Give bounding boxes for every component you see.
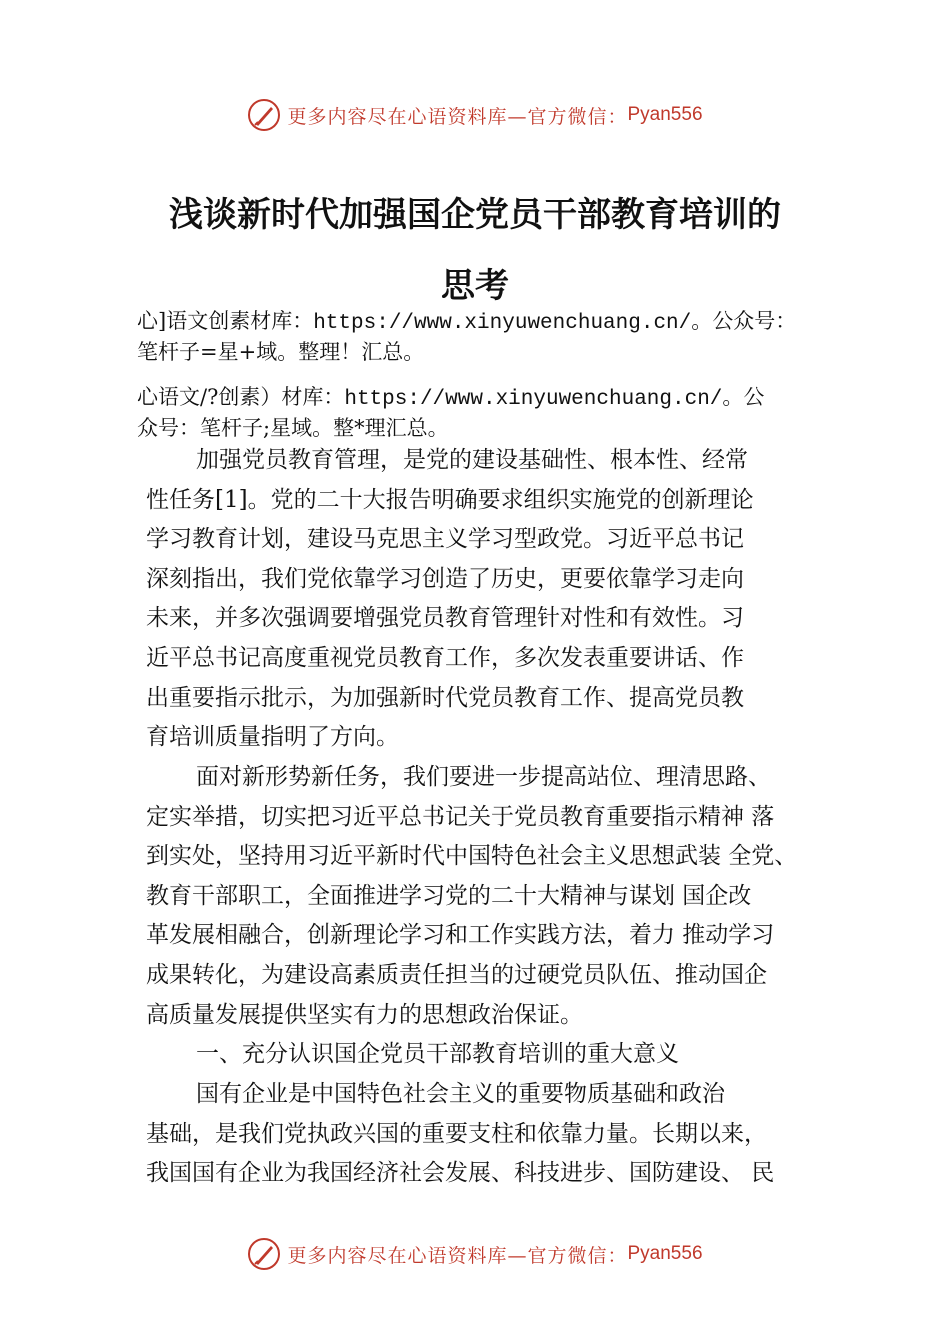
header-banner (0, 95, 950, 135)
paragraph (146, 758, 846, 1035)
banner-text: 更多内容尽在心语资料库—官方微信： (287, 1244, 628, 1267)
section-heading (146, 1035, 846, 1075)
text-line: 基础，是我们党执政兴国的重要支柱和依靠力量。长期以来， (146, 1120, 767, 1147)
text-line: 定实举措，切实把习近平总书记关于党员教育重要指示精神 落 (146, 803, 775, 830)
text-line: 面对新形势新任务，我们要进一步提高站位、理清思路、 (196, 764, 771, 790)
text-line: 教育干部职工，全面推进学习党的二十大精神与谋划 国企改 (146, 882, 752, 909)
text-line: 深刻指出，我们党依靠学习创造了历史，更要依靠学习走向 (146, 565, 744, 592)
source-url: https://www.xinyuwenchuang.cn/ (344, 388, 723, 411)
text-line: 近平总书记高度重视党员教育工作，多次发表重要讲话、作 (146, 644, 744, 671)
source-note-line: 众号：笔杆子;星域。整*理汇总。 (137, 416, 449, 440)
text-line: 出重要指示批示，为加强新时代党员教育工作、提高党员教 (146, 684, 744, 711)
text-line: 育培训质量指明了方向。 (146, 724, 399, 751)
source-note-line: 心]语文创素材库：https://www.xinyuwenchuang.cn/。公众号： (137, 309, 797, 335)
source-note-line: 笔杆子=星+域。整理！汇总。 (137, 340, 425, 364)
paragraph (146, 1075, 846, 1194)
text-line: 高质量发展提供坚实有力的思想政治保证。 (146, 1001, 583, 1028)
text-line: 一、充分认识国企党员干部教育培训的重大意义 (196, 1041, 679, 1067)
source-note-line: 心语文/?创素）材库：https://www.xinyuwenchuang.cn/。公 (137, 385, 765, 411)
quill-logo-icon (247, 98, 281, 132)
text-line: 我国国有企业为我国经济社会发展、科技进步、国防建设、 民 (146, 1160, 775, 1187)
quill-logo-icon (247, 1237, 281, 1271)
text-line: 到实处，坚持用习近平新时代中国特色社会主义思想武装 全党、 (146, 843, 798, 870)
document-title-line-1: 浅谈新时代加强国企党员干部教育培训的 (169, 195, 781, 235)
text-line: 性任务[1]。党的二十大报告明确要求组织实施党的创新理论 (146, 486, 754, 513)
text-line: 加强党员教育管理，是党的建设基础性、根本性、经常 (196, 447, 748, 473)
source-note (137, 383, 877, 443)
text-line: 国有企业是中国特色社会主义的重要物质基础和政治 (196, 1081, 725, 1107)
text-line: 学习教育计划，建设马克思主义学习型政党。习近平总书记 (146, 526, 744, 553)
text-line: 革发展相融合，创新理论学习和工作实践方法，着力 推动学习 (146, 922, 775, 949)
text-line: 成果转化，为建设高素质责任担当的过硬党员队伍、推动国企 (146, 961, 767, 988)
source-url: https://www.xinyuwenchuang.cn/ (313, 312, 692, 335)
banner-wechat-id: Pyan556 (627, 1243, 703, 1264)
document-title-line-2: 思考 (441, 266, 509, 306)
text-line: 未来，并多次强调要增强党员教育管理针对性和有效性。习 (146, 605, 744, 632)
paragraph (146, 441, 846, 758)
source-note (137, 307, 877, 367)
banner-text: 更多内容尽在心语资料库—官方微信： (287, 105, 628, 128)
banner-wechat-id: Pyan556 (627, 104, 703, 125)
footer-banner (0, 1234, 950, 1274)
